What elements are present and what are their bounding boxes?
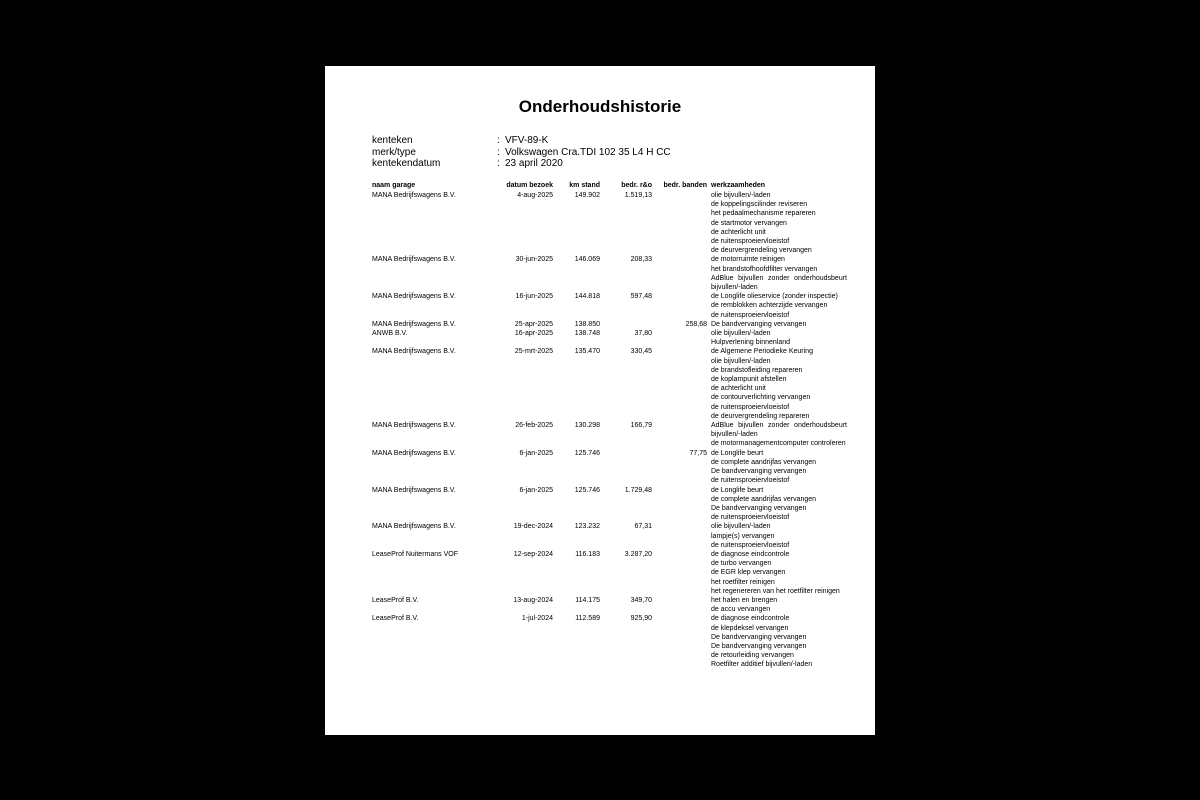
- vehicle-value: Volkswagen Cra.TDI 102 35 L4 H CC: [505, 146, 671, 158]
- garage-cell: ANWB B.V.: [372, 330, 408, 338]
- work-item: de startmotor vervangen: [711, 219, 787, 227]
- table-row: [325, 191, 875, 255]
- work-item: de brandstofleiding repareren: [711, 366, 803, 374]
- work-item: de complete aandrijfas vervangen: [711, 495, 817, 503]
- table-row: [325, 614, 875, 669]
- column-header-date: datum bezoek: [506, 182, 553, 189]
- vehicle-row-plate: [372, 135, 671, 147]
- table-row: [325, 329, 875, 347]
- work-item: de diagnose eindcontrole: [711, 615, 790, 623]
- work-item: de koplampunit afstellen: [711, 376, 787, 384]
- date-cell: 25-apr-2025: [514, 320, 553, 328]
- table-row: [325, 486, 875, 523]
- km-cell: 123.232: [574, 523, 600, 531]
- work-cell: [711, 292, 847, 320]
- work-cell: [711, 522, 847, 550]
- work-item: olie bijvullen/-laden: [711, 523, 771, 531]
- work-item: het regenereren van het roetfilter reinigen: [711, 587, 840, 595]
- table-row: [325, 550, 875, 596]
- work-cell: [711, 421, 847, 449]
- table-row: [325, 292, 875, 320]
- work-item: olie bijvullen/-laden: [711, 357, 771, 365]
- work-item: het roetfilter reinigen: [711, 578, 775, 586]
- vehicle-row-type: [372, 147, 671, 159]
- ro-amount-cell: 597,48: [630, 293, 652, 301]
- date-cell: 13-aug-2024: [513, 596, 553, 604]
- work-item: de ruitensproeiervloeistof: [711, 403, 790, 411]
- km-cell: 125.746: [574, 486, 600, 494]
- garage-cell: MANA Bedrijfswagens B.V.: [372, 422, 456, 430]
- work-item: de achterlicht unit: [711, 385, 766, 393]
- ro-amount-cell: 37,80: [634, 330, 652, 338]
- km-cell: 149.902: [574, 192, 600, 199]
- column-header-km: km stand: [569, 182, 600, 189]
- document-title: Onderhoudshistorie: [518, 97, 682, 116]
- table-row: [325, 347, 875, 421]
- date-cell: 16-jun-2025: [515, 293, 553, 301]
- work-cell: [711, 255, 847, 292]
- column-header-garage: naam garage: [372, 182, 416, 189]
- work-item: de turbo vervangen: [711, 560, 772, 568]
- work-item: het halen en brengen: [711, 596, 778, 604]
- work-item: de Algemene Periodieke Keuring: [711, 348, 813, 356]
- work-cell: [711, 449, 847, 486]
- km-cell: 116.183: [575, 550, 600, 558]
- work-item: de ruitensproeiervloeistof: [711, 238, 790, 246]
- garage-cell: MANA Bedrijfswagens B.V.: [372, 320, 456, 328]
- work-item: de ruitensproeiervloeistof: [711, 514, 790, 522]
- ro-amount-cell: 166,79: [630, 422, 652, 430]
- garage-cell: MANA Bedrijfswagens B.V.: [372, 449, 456, 457]
- garage-cell: MANA Bedrijfswagens B.V.: [372, 523, 456, 531]
- work-item: de ruitensproeiervloeistof: [711, 541, 790, 549]
- km-cell: 125.746: [574, 449, 600, 457]
- work-item: De bandvervanging vervangen: [711, 633, 807, 641]
- work-cell: [711, 550, 847, 596]
- ro-amount-cell: 1.519,13: [624, 192, 652, 199]
- tires-amount-cell: 258,68: [685, 320, 707, 328]
- km-cell: 138.850: [574, 320, 600, 328]
- date-cell: 26-feb-2025: [515, 422, 553, 430]
- work-cell: [711, 191, 847, 255]
- work-item: Hulpverlening binnenland: [711, 339, 791, 347]
- ro-amount-cell: 1.729,48: [624, 486, 652, 494]
- work-item: de Longlife beurt: [711, 486, 764, 494]
- work-item: AdBlue bijvullen zonder onderhoudsbeurt bijvullen/-laden: [711, 274, 847, 292]
- work-item: Roetfilter additief bijvullen/-laden: [711, 661, 813, 669]
- km-cell: 144.818: [574, 293, 600, 301]
- km-cell: 114.175: [575, 596, 600, 604]
- tires-amount-cell: 77,75: [689, 449, 707, 457]
- work-cell: [711, 329, 847, 347]
- ro-amount-cell: 349,70: [630, 596, 652, 604]
- document-page: [325, 66, 875, 735]
- date-cell: 30-jun-2025: [515, 256, 553, 264]
- garage-cell: MANA Bedrijfswagens B.V.: [372, 486, 456, 494]
- work-item: de motormanagementcomputer controleren: [711, 440, 846, 448]
- ro-amount-cell: 3.287,20: [624, 550, 652, 558]
- work-item: de contourverlichting vervangen: [711, 394, 811, 402]
- work-item: olie bijvullen/-laden: [711, 192, 771, 199]
- vehicle-row-date: [372, 158, 671, 170]
- vehicle-label: kenteken: [372, 135, 413, 146]
- work-item: de ruitensproeiervloeistof: [711, 477, 790, 485]
- work-item: AdBlue bijvullen zonder onderhoudsbeurt bijvullen/-laden: [711, 422, 847, 439]
- table-row: [325, 522, 875, 550]
- work-item: de Longlife olieservice (zonder inspectie): [711, 293, 838, 301]
- work-cell: [711, 486, 847, 523]
- work-item: de Longlife beurt: [711, 449, 764, 457]
- date-cell: 4-aug-2025: [517, 192, 553, 199]
- date-cell: 12-sep-2024: [513, 550, 553, 558]
- km-cell: 135.470: [574, 348, 600, 356]
- table-row: [325, 449, 875, 486]
- date-cell: 6-jan-2025: [519, 449, 553, 457]
- work-item: de EGR klep vervangen: [711, 569, 786, 577]
- work-cell: [711, 347, 847, 421]
- table-row: [325, 421, 875, 449]
- work-item: de accu vervangen: [711, 606, 771, 614]
- work-cell: [711, 320, 847, 329]
- vehicle-value: 23 april 2020: [505, 158, 563, 169]
- vehicle-info: [372, 135, 671, 170]
- work-item: de ruitensproeiervloeistof: [711, 311, 790, 319]
- date-cell: 6-jan-2025: [519, 486, 553, 494]
- garage-cell: MANA Bedrijfswagens B.V.: [372, 348, 456, 356]
- date-cell: 25-mrt-2025: [514, 348, 553, 356]
- work-item: lampje(s) vervangen: [711, 532, 775, 540]
- work-item: de klepdeksel vervangen: [711, 624, 789, 632]
- column-header-tires: bedr. banden: [663, 182, 707, 189]
- colon: :: [497, 146, 500, 158]
- work-item: De bandvervanging vervangen: [711, 468, 807, 476]
- table-row: [325, 255, 875, 292]
- table-row: [325, 320, 875, 329]
- work-cell: [711, 596, 847, 614]
- garage-cell: LeaseProf B.V.: [372, 615, 419, 623]
- table-row: [325, 596, 875, 614]
- ro-amount-cell: 67,31: [634, 523, 652, 531]
- work-item: de koppelingscilinder reviseren: [711, 201, 808, 209]
- garage-cell: MANA Bedrijfswagens B.V.: [372, 192, 456, 199]
- work-item: de deurvergrendeling repareren: [711, 412, 810, 420]
- work-item: de complete aandrijfas vervangen: [711, 458, 817, 466]
- garage-cell: MANA Bedrijfswagens B.V.: [372, 293, 456, 301]
- maintenance-records: [325, 191, 875, 670]
- km-cell: 138.748: [574, 330, 600, 338]
- ro-amount-cell: 208,33: [630, 256, 652, 264]
- work-cell: [711, 614, 847, 669]
- colon: :: [497, 158, 500, 169]
- ro-amount-cell: 330,45: [630, 348, 652, 356]
- colon: :: [497, 135, 500, 146]
- column-header-work: werkzaamheden: [711, 182, 766, 189]
- garage-cell: LeaseProf Nuitermans VOF: [372, 550, 458, 558]
- work-item: de remblokken achterzijde vervangen: [711, 302, 828, 310]
- work-item: De bandvervanging vervangen: [711, 642, 807, 650]
- date-cell: 19-dec-2024: [513, 523, 553, 531]
- garage-cell: MANA Bedrijfswagens B.V.: [372, 256, 456, 264]
- column-header-ro: bedr. r&o: [621, 182, 652, 189]
- work-item: olie bijvullen/-laden: [711, 330, 771, 338]
- work-item: de diagnose eindcontrole: [711, 550, 790, 558]
- vehicle-value: VFV-89-K: [505, 135, 549, 146]
- vehicle-label: merk/type: [372, 146, 416, 158]
- work-item: De bandvervanging vervangen: [711, 504, 807, 512]
- garage-cell: LeaseProf B.V.: [372, 596, 419, 604]
- work-item: De bandvervanging vervangen: [711, 320, 807, 328]
- vehicle-label: kentekendatum: [372, 158, 441, 169]
- work-item: de motorruimte reinigen: [711, 256, 785, 264]
- km-cell: 146.069: [574, 256, 600, 264]
- work-item: de retourleiding vervangen: [711, 652, 794, 660]
- km-cell: 130.298: [574, 422, 600, 430]
- work-item: het brandstofhoofdfilter vervangen: [711, 265, 818, 273]
- date-cell: 16-apr-2025: [514, 330, 553, 338]
- date-cell: 1-jul-2024: [521, 615, 553, 623]
- work-item: de deurvergrendeling vervangen: [711, 247, 812, 255]
- ro-amount-cell: 925,90: [630, 615, 652, 623]
- km-cell: 112.589: [575, 615, 600, 623]
- work-item: de achterlicht unit: [711, 228, 766, 236]
- work-item: het pedaalmechanisme repareren: [711, 210, 816, 218]
